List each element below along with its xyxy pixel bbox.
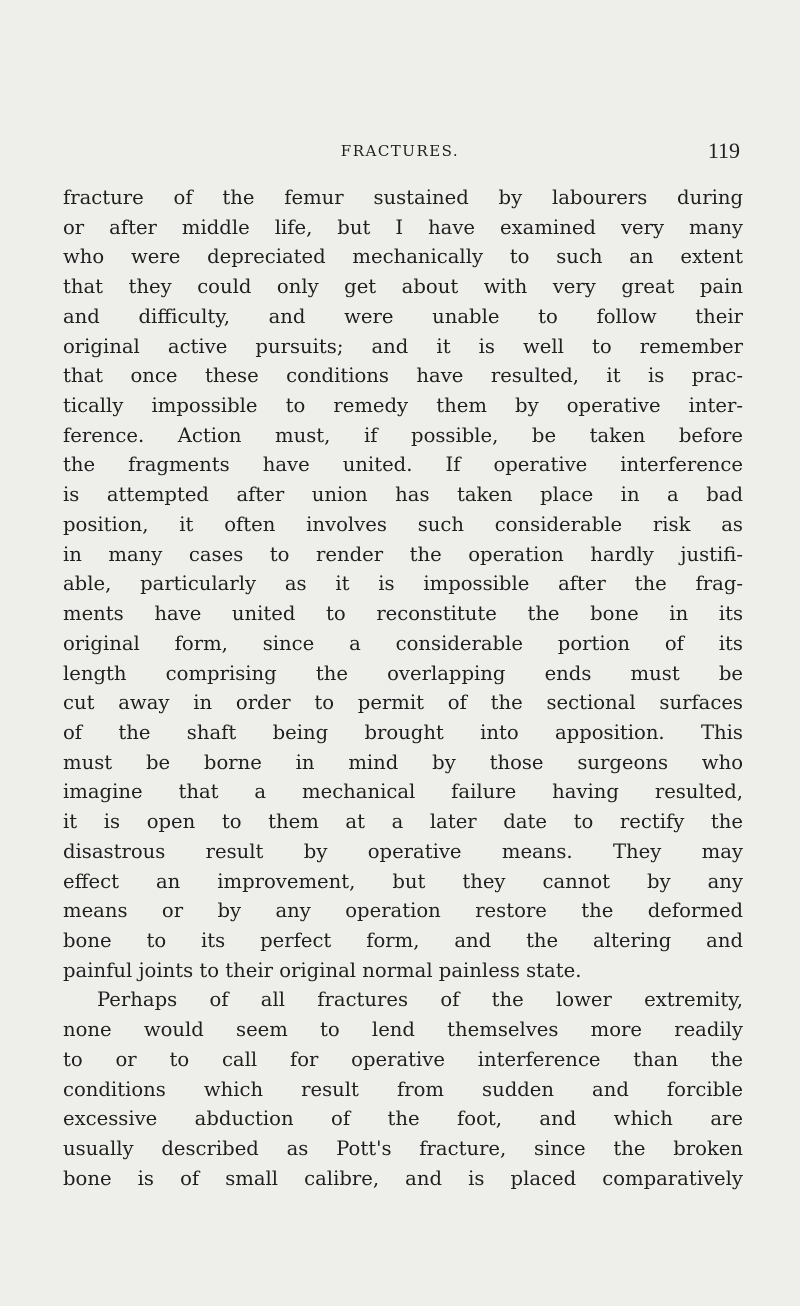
text-line: none would seem to lend themselves more readily bbox=[63, 1018, 743, 1042]
text-line: painful joints to their original normal painless state. bbox=[63, 958, 582, 982]
text-line: must be borne in mind by those surgeons who bbox=[63, 750, 743, 774]
text-line: that they could only get about with very great pain bbox=[63, 275, 743, 299]
text-line: it is open to them at a later date to rectify the bbox=[63, 810, 743, 834]
text-line: bone to its perfect form, and the altering and bbox=[63, 928, 743, 952]
text-line: conditions which result from sudden and forcible bbox=[63, 1077, 743, 1101]
text-line: fracture of the femur sustained by labourers during bbox=[63, 186, 743, 209]
text-line: imagine that a mechanical failure having resulted, bbox=[63, 780, 743, 804]
text-line: original active pursuits; and it is well to remember bbox=[63, 334, 743, 358]
text-line: usually described as Pott's fracture, since the broken bbox=[63, 1137, 743, 1160]
text-line: original form, since a considerable portion of its bbox=[63, 631, 743, 655]
text-line: who were depreciated mechanically to such an extent bbox=[63, 245, 743, 269]
text-line: length comprising the overlapping ends must be bbox=[63, 661, 743, 685]
text-line: in many cases to render the operation hardly justifi- bbox=[63, 542, 743, 566]
text-line: bone is of small calibre, and is placed comparatively bbox=[63, 1166, 743, 1190]
running-title: FRACTURES. bbox=[340, 142, 460, 160]
text-line: or after middle life, but I have examined very many bbox=[63, 215, 743, 239]
running-head bbox=[60, 138, 740, 168]
text-line: ference. Action must, if possible, be taken before bbox=[63, 423, 743, 447]
text-line: is attempted after union has taken place in a bad bbox=[63, 483, 743, 507]
text-line: the fragments have united. If operative interference bbox=[63, 453, 743, 477]
text-line: means or by any operation restore the deformed bbox=[63, 899, 743, 923]
text-line: Perhaps of all fractures of the lower extremity, bbox=[97, 988, 743, 1012]
text-line: that once these conditions have resulted, it is prac- bbox=[63, 364, 743, 388]
text-line: disastrous result by operative means. They may bbox=[63, 839, 743, 863]
text-line: able, particularly as it is impossible after the frag- bbox=[63, 572, 743, 596]
text-line: and difficulty, and were unable to follow their bbox=[63, 304, 743, 328]
text-line: of the shaft being brought into apposition. This bbox=[63, 720, 743, 744]
text-line: effect an improvement, but they cannot by any bbox=[63, 869, 743, 893]
body-text bbox=[63, 183, 743, 1193]
page-number: 119 bbox=[707, 138, 740, 163]
text-line: excessive abduction of the foot, and which are bbox=[63, 1107, 743, 1131]
text-line: to or to call for operative interference than the bbox=[63, 1047, 743, 1071]
text-line: position, it often involves such considerable risk as bbox=[63, 512, 743, 536]
text-line: tically impossible to remedy them by operative inter- bbox=[63, 394, 743, 418]
text-line: ments have united to reconstitute the bone in its bbox=[63, 602, 743, 626]
text-line: cut away in order to permit of the sectional surfaces bbox=[63, 691, 743, 715]
